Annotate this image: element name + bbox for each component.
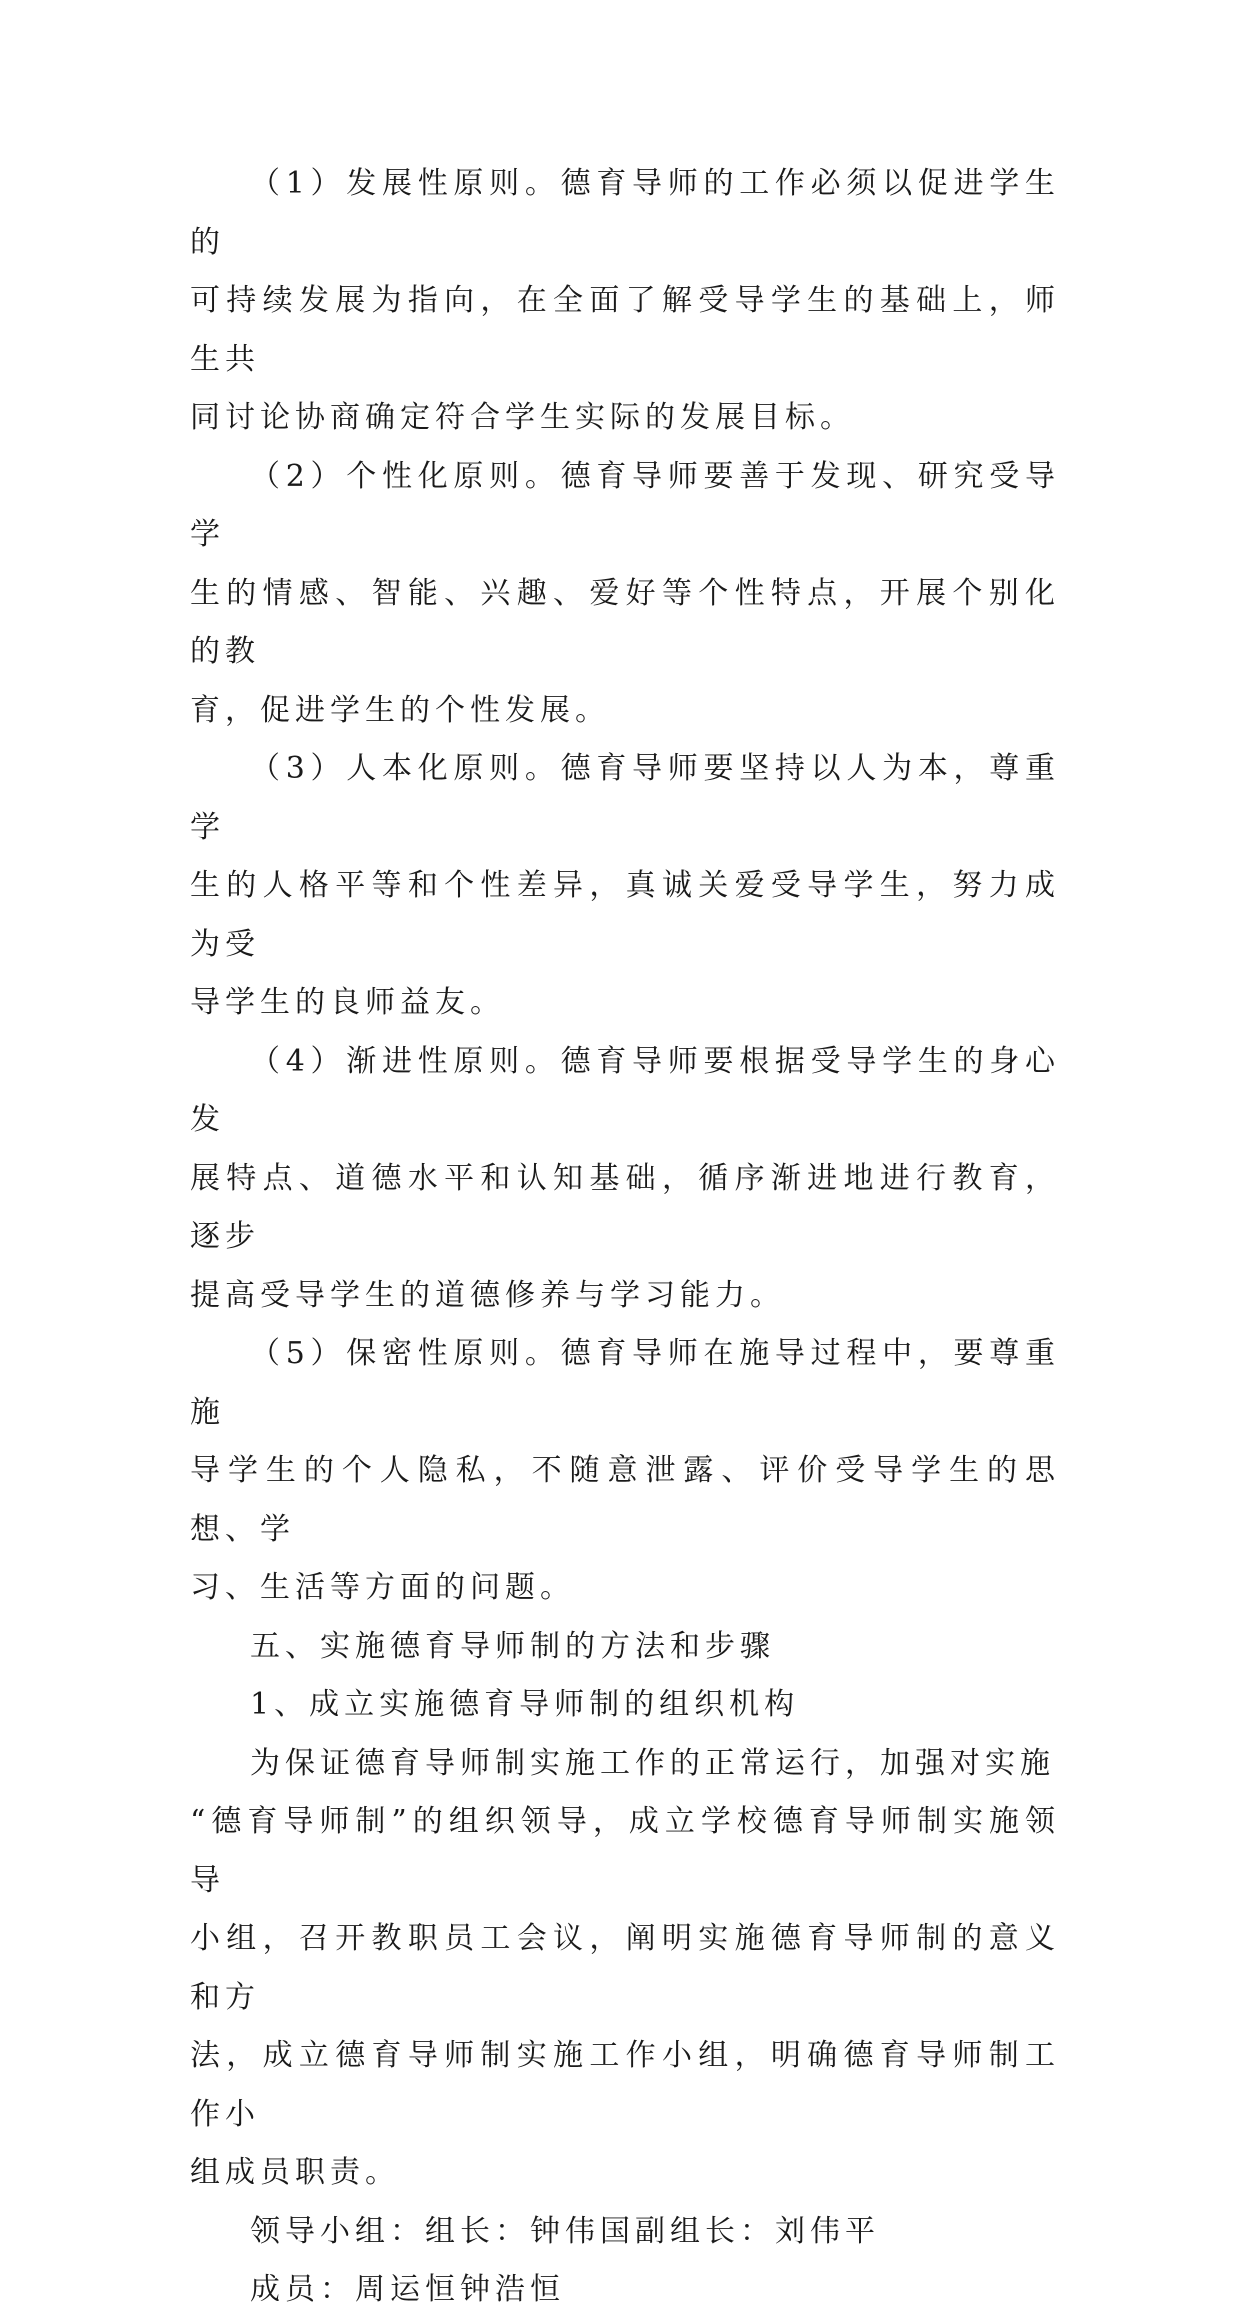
principle-paragraph-humanistic — [190, 740, 1060, 1033]
paragraph-line: 为保证德育导师制实施工作的正常运行，加强对实施 — [250, 1745, 1055, 1781]
principle-paragraph-individualization — [190, 448, 1060, 741]
paragraph-line: 提高受导学生的道德修养与学习能力。 — [190, 1277, 785, 1313]
section-heading: 五、实施德育导师制的方法和步骤 — [250, 1628, 775, 1664]
paragraph-line: （1）发展性原则。德育导师的工作必须以促进学生的 — [190, 166, 1060, 260]
paragraph-line: 生的人格平等和个性差异，真诚关爱受导学生，努力成为受 — [190, 868, 1060, 962]
paragraph-line: 展特点、道德水平和认知基础，循序渐进地进行教育，逐步 — [190, 1160, 1060, 1254]
members-line: 成员：周运恒钟浩恒 — [250, 2272, 565, 2307]
paragraph-line: 生的情感、智能、兴趣、爱好等个性特点，开展个别化的教 — [190, 575, 1060, 669]
paragraph-line: 导学生的良师益友。 — [190, 985, 505, 1020]
paragraph-line: 习、生活等方面的问题。 — [190, 1570, 575, 1605]
paragraph-line: （2）个性化原则。德育导师要善于发现、研究受导学 — [190, 458, 1060, 552]
organization-paragraph — [190, 1735, 1060, 2203]
paragraph-line: 小组，召开教职员工会议，阐明实施德育导师制的意义和方 — [190, 1921, 1060, 2015]
paragraph-line: 育，促进学生的个性发展。 — [190, 692, 610, 728]
paragraph-line: “德育导师制”的组织领导，成立学校德育导师制实施领导 — [190, 1804, 1060, 1898]
principle-paragraph-gradual — [190, 1033, 1060, 1326]
principle-paragraph-development — [190, 155, 1060, 448]
paragraph-line: 同讨论协商确定符合学生实际的发展目标。 — [190, 400, 855, 435]
paragraph-line: 可持续发展为指向，在全面了解受导学生的基础上，师生共 — [190, 283, 1060, 377]
paragraph-line: 导学生的个人隐私，不随意泄露、评价受导学生的思想、学 — [190, 1453, 1060, 1547]
paragraph-line: 法，成立德育导师制实施工作小组，明确德育导师制工作小 — [190, 2038, 1060, 2132]
paragraph-line: （4）渐进性原则。德育导师要根据受导学生的身心发 — [190, 1043, 1060, 1137]
leadership-group-line: 领导小组：组长：钟伟国副组长：刘伟平 — [250, 2213, 880, 2249]
document-body — [190, 155, 1060, 2320]
paragraph-line: （3）人本化原则。德育导师要坚持以人为本，尊重学 — [190, 751, 1060, 845]
principle-paragraph-confidentiality — [190, 1325, 1060, 1618]
paragraph-line: （5）保密性原则。德育导师在施导过程中，要尊重施 — [190, 1336, 1060, 1430]
subsection-heading: 1、成立实施德育导师制的组织机构 — [250, 1687, 800, 1722]
paragraph-line: 组成员职责。 — [190, 2155, 400, 2190]
